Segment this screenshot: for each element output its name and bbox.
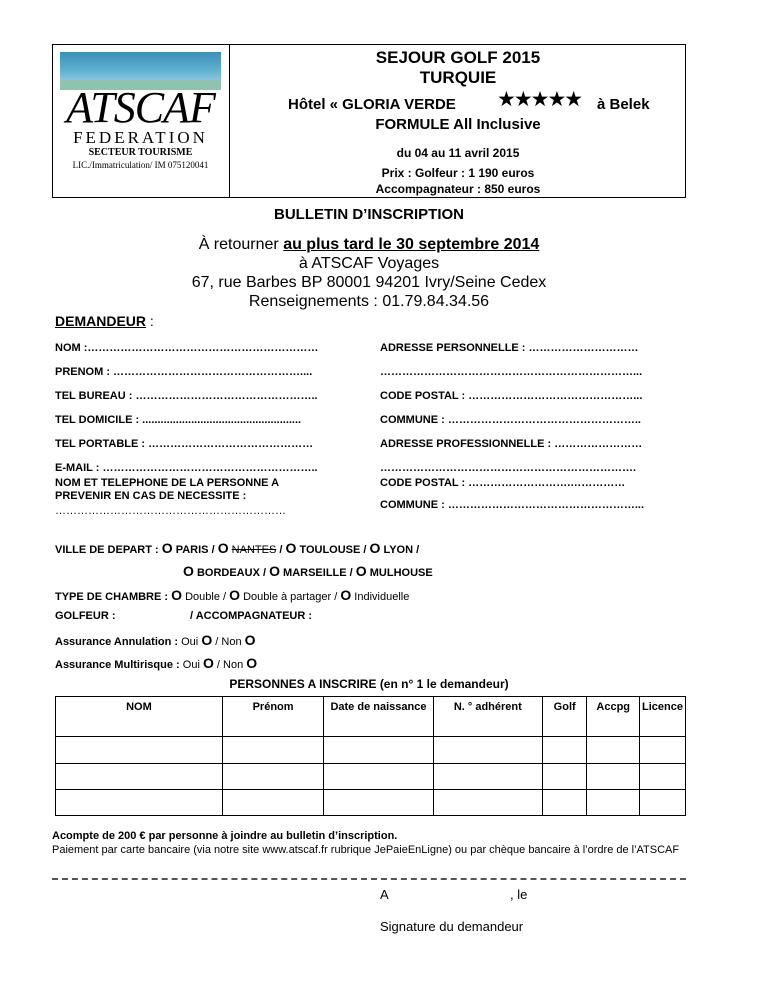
field-adresse-pro-2[interactable]: …………………………………………………………….	[380, 462, 637, 474]
table-cell[interactable]	[324, 737, 433, 764]
option-nantes-circle[interactable]: O	[217, 540, 229, 556]
demandeur-heading	[55, 313, 154, 329]
field-commune-pro[interactable]: COMMUNE : ……………………………………………...	[380, 499, 644, 511]
table-cell[interactable]	[640, 790, 686, 816]
oui-label: Oui	[181, 636, 199, 648]
table-cell[interactable]	[56, 790, 223, 816]
option-mulhouse: MULHOUSE	[369, 567, 433, 579]
option-individuelle-circle[interactable]: O	[340, 587, 352, 603]
title-pays: TURQUIE	[419, 68, 497, 87]
option-mulhouse-circle[interactable]: O	[355, 563, 367, 579]
table-cell[interactable]	[542, 737, 586, 764]
field-code-postal[interactable]: CODE POSTAL : ………………………………………...	[380, 390, 643, 402]
table-cell[interactable]	[433, 737, 542, 764]
option-lyon: LYON	[383, 544, 414, 556]
table-cell[interactable]	[542, 764, 586, 790]
option-toulouse-circle[interactable]: O	[285, 540, 297, 556]
hotel-location: à Belek	[597, 96, 650, 113]
signature-label: Signature du demandeur	[380, 919, 524, 934]
table-cell[interactable]	[587, 737, 640, 764]
col-golf: Golf	[542, 697, 586, 737]
field-tel-domicile[interactable]: TEL DOMICILE : ....................................................	[55, 414, 302, 426]
table-cell[interactable]	[222, 764, 323, 790]
table-header-row	[56, 697, 686, 737]
option-lyon-circle[interactable]: O	[369, 540, 381, 556]
title-sejour: SEJOUR GOLF 2015	[375, 48, 541, 67]
golfeur-label[interactable]: GOLFEUR :	[55, 610, 116, 622]
bulletin-title: BULLETIN D’INSCRIPTION	[274, 206, 464, 223]
table-cell[interactable]	[542, 790, 586, 816]
table-row	[56, 764, 686, 790]
table-cell[interactable]	[324, 790, 433, 816]
table-cell[interactable]	[433, 764, 542, 790]
table-cell[interactable]	[56, 764, 223, 790]
field-contact-label-1: NOM ET TELEPHONE DE LA PERSONNE A	[55, 477, 280, 489]
option-double-partager-circle[interactable]: O	[229, 587, 241, 603]
col-date-naissance: Date de naissance	[324, 697, 433, 737]
demandeur-colon: :	[146, 313, 154, 329]
field-code-postal-pro[interactable]: CODE POSTAL : ……………………….……………	[380, 477, 626, 489]
assurance-annulation-label: Assurance Annulation :	[55, 636, 179, 648]
table-cell[interactable]	[56, 737, 223, 764]
depart-row-1	[55, 540, 419, 556]
field-tel-bureau[interactable]: TEL BUREAU : …………………………………………..	[55, 390, 318, 402]
separator: /	[216, 659, 220, 671]
separator: /	[211, 544, 215, 556]
prix-accompagnateur: Accompagnateur : 850 euros	[375, 182, 541, 196]
separator: /	[279, 544, 283, 556]
signature-date[interactable]: , le	[510, 887, 528, 902]
cut-line	[52, 878, 686, 880]
col-licence: Licence	[640, 697, 686, 737]
non-label: Non	[221, 636, 242, 648]
field-contact[interactable]: ………………………………………………………	[55, 505, 286, 517]
col-adherent: N. ° adhérent	[433, 697, 542, 737]
table-title: PERSONNES A INSCRIRE (en n° 1 le demandeur)	[229, 677, 509, 691]
table-cell[interactable]	[587, 790, 640, 816]
option-paris: PARIS	[175, 544, 209, 556]
option-double: Double	[185, 591, 220, 603]
col-nom: NOM	[56, 697, 223, 737]
field-adresse-perso-2[interactable]: ……………………………………………………………...	[380, 366, 643, 378]
option-toulouse: TOULOUSE	[299, 544, 361, 556]
table-row	[56, 790, 686, 816]
table-cell[interactable]	[587, 764, 640, 790]
col-prenom: Prénom	[222, 697, 323, 737]
acompte-text: Acompte de 200 € par personne à joindre au bulletin d’inscription.	[52, 830, 398, 842]
field-adresse-perso[interactable]: ADRESSE PERSONNELLE : …………………………	[380, 342, 639, 354]
field-tel-portable[interactable]: TEL PORTABLE : ………………………………………	[55, 438, 314, 450]
dates: du 04 au 11 avril 2015	[396, 146, 520, 160]
prix-golfeur: Prix : Golfeur : 1 190 euros	[381, 166, 535, 180]
annulation-non-circle[interactable]: O	[244, 632, 256, 648]
field-nom[interactable]: NOM :………………………………………………………	[55, 342, 319, 354]
table-cell[interactable]	[433, 790, 542, 816]
assurance-multi-row	[55, 655, 257, 671]
retour-pre: À retourner	[198, 236, 279, 253]
option-bordeaux-circle[interactable]: O	[183, 563, 194, 579]
retour-to: à ATSCAF Voyages	[298, 255, 440, 272]
table-cell[interactable]	[640, 764, 686, 790]
logo-secteur: SECTEUR TOURISME	[88, 147, 193, 158]
table-cell[interactable]	[324, 764, 433, 790]
option-double-partager: Double à partager	[243, 591, 332, 603]
option-individuelle: Individuelle	[354, 591, 410, 603]
logo-licence: LIC./Immatriculation/ IM 075120041	[72, 160, 209, 170]
demandeur-label: DEMANDEUR	[55, 313, 146, 329]
separator: /	[363, 544, 367, 556]
separator: /	[334, 591, 338, 603]
inscription-table	[55, 696, 686, 816]
chambre-label: TYPE DE CHAMBRE :	[55, 591, 169, 603]
signature-place[interactable]: A	[380, 887, 389, 902]
field-commune[interactable]: COMMUNE : ……………………………………………..	[380, 414, 641, 426]
multi-oui-circle[interactable]: O	[202, 655, 214, 671]
oui-label: Oui	[182, 659, 200, 671]
logo-federation: FEDERATION	[73, 128, 208, 147]
retour-line	[0, 236, 738, 254]
option-marseille-circle[interactable]: O	[269, 563, 280, 579]
retour-deadline: au plus tard le 30 septembre 2014	[283, 236, 540, 253]
separator: /	[349, 567, 353, 579]
assurance-annulation-row	[55, 632, 256, 648]
table-row	[56, 737, 686, 764]
option-bordeaux: BORDEAUX	[196, 567, 260, 579]
multi-non-circle[interactable]: O	[246, 655, 258, 671]
address: 67, rue Barbes BP 80001 94201 Ivry/Seine Cedex	[191, 274, 547, 291]
separator: /	[416, 544, 420, 556]
field-email[interactable]: E-MAIL : …………………………………………………..	[55, 462, 318, 474]
depart-label: VILLE DE DEPART :	[55, 544, 159, 556]
option-marseille: MARSEILLE	[283, 567, 347, 579]
table-cell[interactable]	[222, 790, 323, 816]
separator: /	[215, 636, 219, 648]
logo-brand: ATSCAF	[66, 83, 215, 132]
table-cell[interactable]	[222, 737, 323, 764]
separator: /	[223, 591, 227, 603]
field-contact-label-2: PREVENIR EN CAS DE NECESSITE :	[55, 490, 247, 502]
star-rating-icon: ★★★★★	[497, 88, 582, 111]
accompagnateur-label[interactable]: / ACCOMPAGNATEUR :	[190, 610, 313, 622]
col-accpg: Accpg	[587, 697, 640, 737]
assurance-multi-label: Assurance Multirisque :	[55, 659, 180, 671]
depart-row-2	[183, 563, 433, 579]
paiement-text: Paiement par carte bancaire (via notre site www.atscaf.fr rubrique JePaieEnLigne) ou par chèque bancaire à l’ordre de l’ATSCAF	[52, 844, 680, 856]
field-adresse-pro[interactable]: ADRESSE PROFESSIONNELLE : ……………………	[380, 438, 643, 450]
field-prenom[interactable]: PRENOM : ……………………………………………....	[55, 366, 313, 378]
table-cell[interactable]	[640, 737, 686, 764]
hotel-name: Hôtel « GLORIA VERDE	[288, 96, 456, 113]
non-label: Non	[223, 659, 244, 671]
chambre-row	[55, 587, 409, 603]
option-paris-circle[interactable]: O	[161, 540, 173, 556]
option-nantes: NANTES	[231, 544, 277, 556]
annulation-oui-circle[interactable]: O	[201, 632, 213, 648]
option-double-circle[interactable]: O	[171, 587, 183, 603]
renseignements: Renseignements : 01.79.84.34.56	[248, 293, 490, 310]
formule: FORMULE All Inclusive	[375, 116, 541, 133]
separator: /	[262, 567, 267, 579]
